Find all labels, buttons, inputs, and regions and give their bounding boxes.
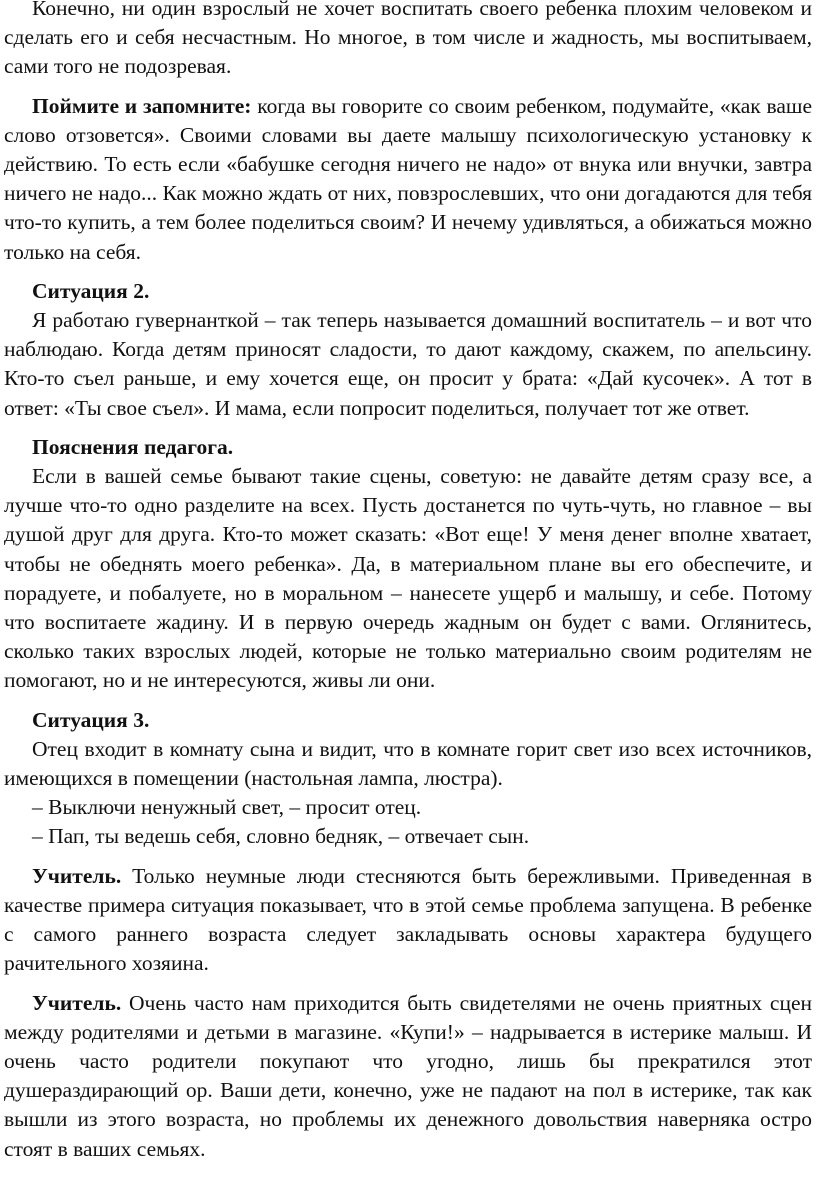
bold-lead-understand: Поймите и запомните: (32, 93, 252, 118)
paragraph-teacher-1-text: Только неумные люди стесняются быть бережливыми. Приведенная в качестве примера ситуация показывает, что в этой семье проблема запущена. В ребенке с самого раннего возраста следует закладывать основы характера будущего рачительного хозяина. (4, 863, 812, 976)
heading-situation-3: Ситуация 3. (32, 707, 150, 732)
paragraph-teacher-2-text: Очень часто нам приходится быть свидетелями не очень приятных сцен между родителями и детьми в магазине. «Купи!» – надрывается в истерике малыш. И очень часто родители покупают что угодно, лишь бы прекратился этот душераздирающий ор. Ваши дети, конечно, уже не падают на пол в истерике, так как вышли из этого возраста, но проблемы их денежного довольствия наверняка остро стоят в ваших семьях. (4, 990, 812, 1161)
paragraph-intro: Конечно, ни один взрослый не хочет воспитать своего ребенка плохим человеком и сделать его и себя несчастным. Но многое, в том числе и жадность, мы воспитываем, сами того не подозревая. (4, 0, 812, 79)
paragraph-teacher-2 (4, 989, 812, 1164)
paragraph-understand-text: когда вы говорите со своим ребенком, подумайте, «как ваше слово отзовется». Своими словами вы даете малышу психологическую установку к действию. То есть если «бабушке сегодня ничего не надо» от внука или внучки, завтра ничего не надо... Как можно ждать от них, повзрослевших, что они догадаются для тебя что-то купить, а тем более поделиться своим? И нечему удивляться, а обижаться можно только на себя. (4, 93, 813, 264)
bold-lead-teacher-1: Учитель. (32, 863, 122, 888)
heading-situation-2: Ситуация 2. (32, 278, 150, 303)
paragraph-teacher-1 (4, 862, 812, 979)
dialogue-line-father: – Выключи ненужный свет, – просит отец. (32, 795, 422, 820)
paragraph-understand (4, 92, 812, 267)
bold-lead-teacher-2: Учитель. (32, 990, 122, 1015)
dialogue-line-son: – Пап, ты ведешь себя, словно бедняк, – отвечает сын. (32, 824, 530, 849)
paragraph-situation-3: Отец входит в комнату сына и видит, что в комнате горит свет изо всех источников, имеющихся в помещении (настольная лампа, люстра). (4, 736, 812, 791)
paragraph-teacher-notes: Если в вашей семье бывают такие сцены, советую: не давайте детям сразу все, а лучше что-то одно разделите на всех. Пусть достанется по чуть-чуть, но главное – вы душой друг для друга. Кто-то может сказать: «Вот еще! У меня денег вполне хватает, чтобы не обеднять моего ребенка». Да, в материальном плане вы его обеспечите, и порадуете, и побалуете, но в моральном – нанесете ущерб и малышу, и себе. Потому что воспитаете жадину. И в первую очередь жадным он будет с вами. Оглянитесь, сколько таких взрослых людей, которые не только материально своим родителям не помогают, но и не интересуются, живы ли они. (4, 464, 812, 693)
paragraph-situation-2: Я работаю гувернанткой – так теперь называется домашний воспитатель – и вот что наблюдаю. Когда детям приносят сладости, то дают каждому, скажем, по апельсину. Кто-то съел раньше, и ему хочется еще, он просит у брата: «Дай кусочек». А тот в ответ: «Ты свое съел». И мама, если попросит поделиться, получает тот же ответ. (4, 308, 812, 420)
heading-teacher-notes: Пояснения педагога. (32, 434, 234, 459)
